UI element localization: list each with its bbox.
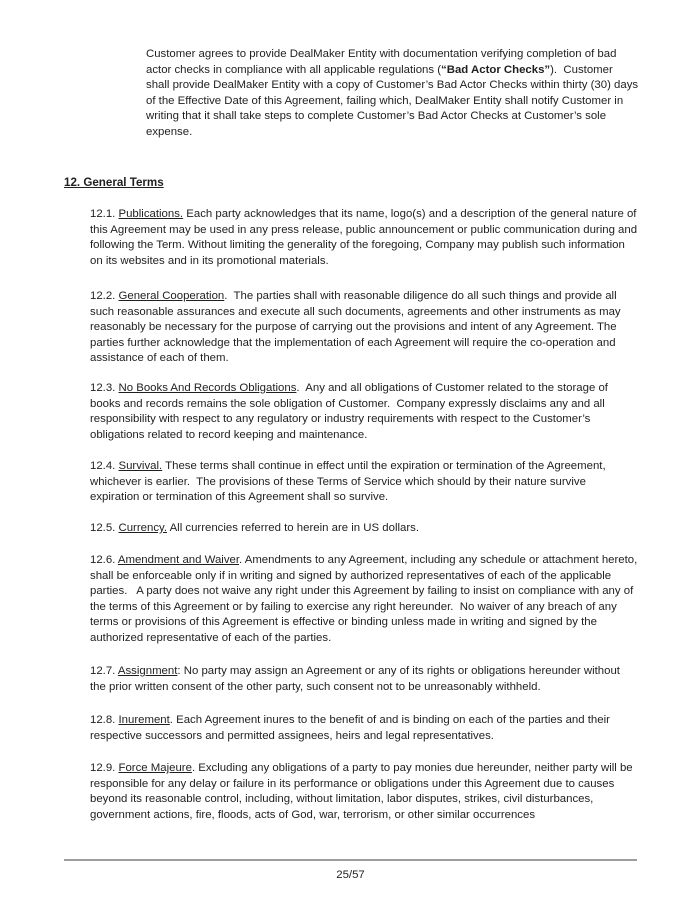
section-title: Assignment [117,665,178,677]
intro-text-pre: Customer agrees to provide DealMaker Entity with documentation verifying completion of bad actor checks in compliance with all applicable regulations ( [146,48,620,76]
section-title: No Books And Records Obligations [118,382,297,394]
section-number: 12.2. [90,290,119,302]
intro-text-post: ). Customer shall provide DealMaker Entity with a copy of Customer’s Bad Actor Checks within thirty (30) days of the Effective Date of this Agreement, failing which, DealMaker Entity shall notify Customer in writing that it shall take steps to complete Customer’s Bad Actor Checks at Customer’s sole expense. [146,63,642,138]
section-body: : No party may assign an Agreement or any of its rights or obligations hereunder without the prior written consent of the other party, such consent not to be unreasonably withheld. [90,665,624,693]
section-number: 12.8. [90,714,119,726]
section-12-2 [90,289,638,367]
section-body: These terms shall continue in effect until the expiration or termination of the Agreement, whichever is earlier. The provisions of these Terms of Service which should by their nature survive expiration or termination of this Agreement shall so survive. [90,460,609,503]
section-12-1 [90,207,641,269]
section-number: 12.4. [90,460,119,472]
section-12-5 [90,521,638,537]
section-number: 12.1. [90,208,119,220]
section-title: Survival. [118,460,163,472]
section-number: 12.6. [90,554,118,566]
section-title: Amendment and Waiver [117,554,240,566]
section-title: Force Majeure [118,762,192,774]
section-body: . Excluding any obligations of a party to pay monies due hereunder, neither party will be responsible for any delay or failure in its performance or obligations under this Agreement due to causes beyond its reasonable control, including, without limitation, labor disputes, strikes, civil disturbances, government actions, fire, floods, acts of God, war, terrorism, or other similar occurrences [90,762,636,821]
section-12-6 [90,553,641,646]
section-number: 12.7. [90,665,118,677]
section-body: . Each Agreement inures to the benefit of and is binding on each of the parties and their respective successors and permitted assignees, heirs and legal representatives. [90,714,614,742]
page-number: 25/57 [336,869,365,881]
section-12-8 [90,713,638,744]
section-number: 12.5. [90,522,119,534]
section-body: . The parties shall with reasonable diligence do all such things and provide all such reasonable assurances and execute all such documents, agreements and other instruments as may reasonably be necessary for the purpose of carrying out the provisions and intent of any Agreement. The parties further acknowledge that the implementation of each Agreement will require the co-operation and assistance of each of them. [90,290,624,364]
footer-divider [64,859,637,861]
intro-text-bold-term: “Bad Actor Checks” [441,63,551,76]
section-body: Each party acknowledges that its name, logo(s) and a description of the general nature of this Agreement may be used in any press release, public announcement or public communication during and following the Term. Without limiting the generality of the foregoing, Company may publish such information on its websites and in its promotional materials. [90,208,641,267]
section-12-4 [90,459,638,506]
intro-paragraph [146,47,642,140]
section-12-9 [90,761,638,823]
section-12-7 [90,664,638,695]
section-body: . Amendments to any Agreement, including any schedule or attachment hereto, shall be enforceable only if in writing and signed by authorized representatives of each of the applicable parties. A party does not waive any right under this Agreement by failing to insist on compliance with any of the terms of this Agreement or by failing to exercise any right hereunder. No waiver of any breach of any terms or provisions of this Agreement is effective or binding unless made in writing and signed by the authorized representative of each of the parties. [90,554,641,644]
section-number: 12.3. [90,382,119,394]
section-heading-general-terms: 12. General Terms [64,176,164,189]
section-number: 12.9. [90,762,119,774]
section-title: Inurement [118,714,170,726]
section-body: All currencies referred to herein are in US dollars. [167,522,420,534]
section-title: Currency. [118,522,168,534]
section-title: Publications. [118,208,184,220]
section-title: General Cooperation [118,290,225,302]
section-body: . Any and all obligations of Customer related to the storage of books and records remains the sole obligation of Customer. Company expressly disclaims any and all responsibility with respect to any regulatory or industry requirements with respect to the Customer’s obligations related to record keeping and maintenance. [90,382,612,441]
section-12-3 [90,381,638,443]
